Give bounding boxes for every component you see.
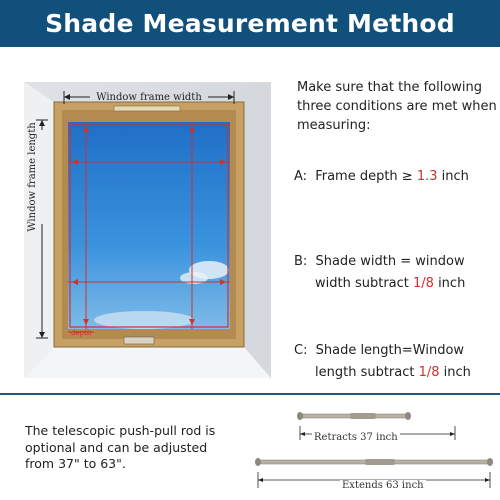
rod-diagram [250, 402, 500, 500]
condition-unit: inch [433, 276, 466, 291]
extends-label: Extends 63 inch [342, 480, 424, 491]
condition-letter: B: [294, 254, 308, 269]
condition-value: 1/8 [413, 276, 434, 291]
window-diagram [24, 82, 271, 378]
condition-text: Frame depth ≥ [315, 169, 417, 184]
section-divider [0, 393, 500, 395]
window-width-label: Window frame width [96, 92, 202, 103]
page-title: Shade Measurement Method [45, 9, 455, 38]
condition-text: length subtract [315, 365, 419, 380]
condition-letter: A: [294, 169, 308, 184]
rod-description: The telescopic push-pull rod is optional and can be adjusted from 37" to 63". [25, 423, 216, 471]
condition-value: 1/8 [418, 365, 440, 380]
condition-c [294, 340, 471, 384]
retracts-label: Retracts 37 inch [314, 432, 398, 443]
condition-letter: C: [294, 343, 308, 358]
header-banner [0, 0, 500, 47]
condition-a [294, 166, 469, 188]
condition-text: Shade width = window [315, 254, 465, 269]
window-length-label: Window frame length [27, 122, 38, 232]
condition-text: width subtract [315, 276, 414, 291]
measurement-intro: Make sure that the following three conditions are met when measuring: [297, 80, 497, 133]
condition-value: 1.3 [416, 169, 438, 184]
depth-label: depth [71, 329, 92, 337]
condition-b [294, 251, 465, 295]
condition-text: Shade length=Window [315, 343, 465, 358]
condition-unit: inch [437, 169, 469, 184]
condition-unit: inch [439, 365, 471, 380]
